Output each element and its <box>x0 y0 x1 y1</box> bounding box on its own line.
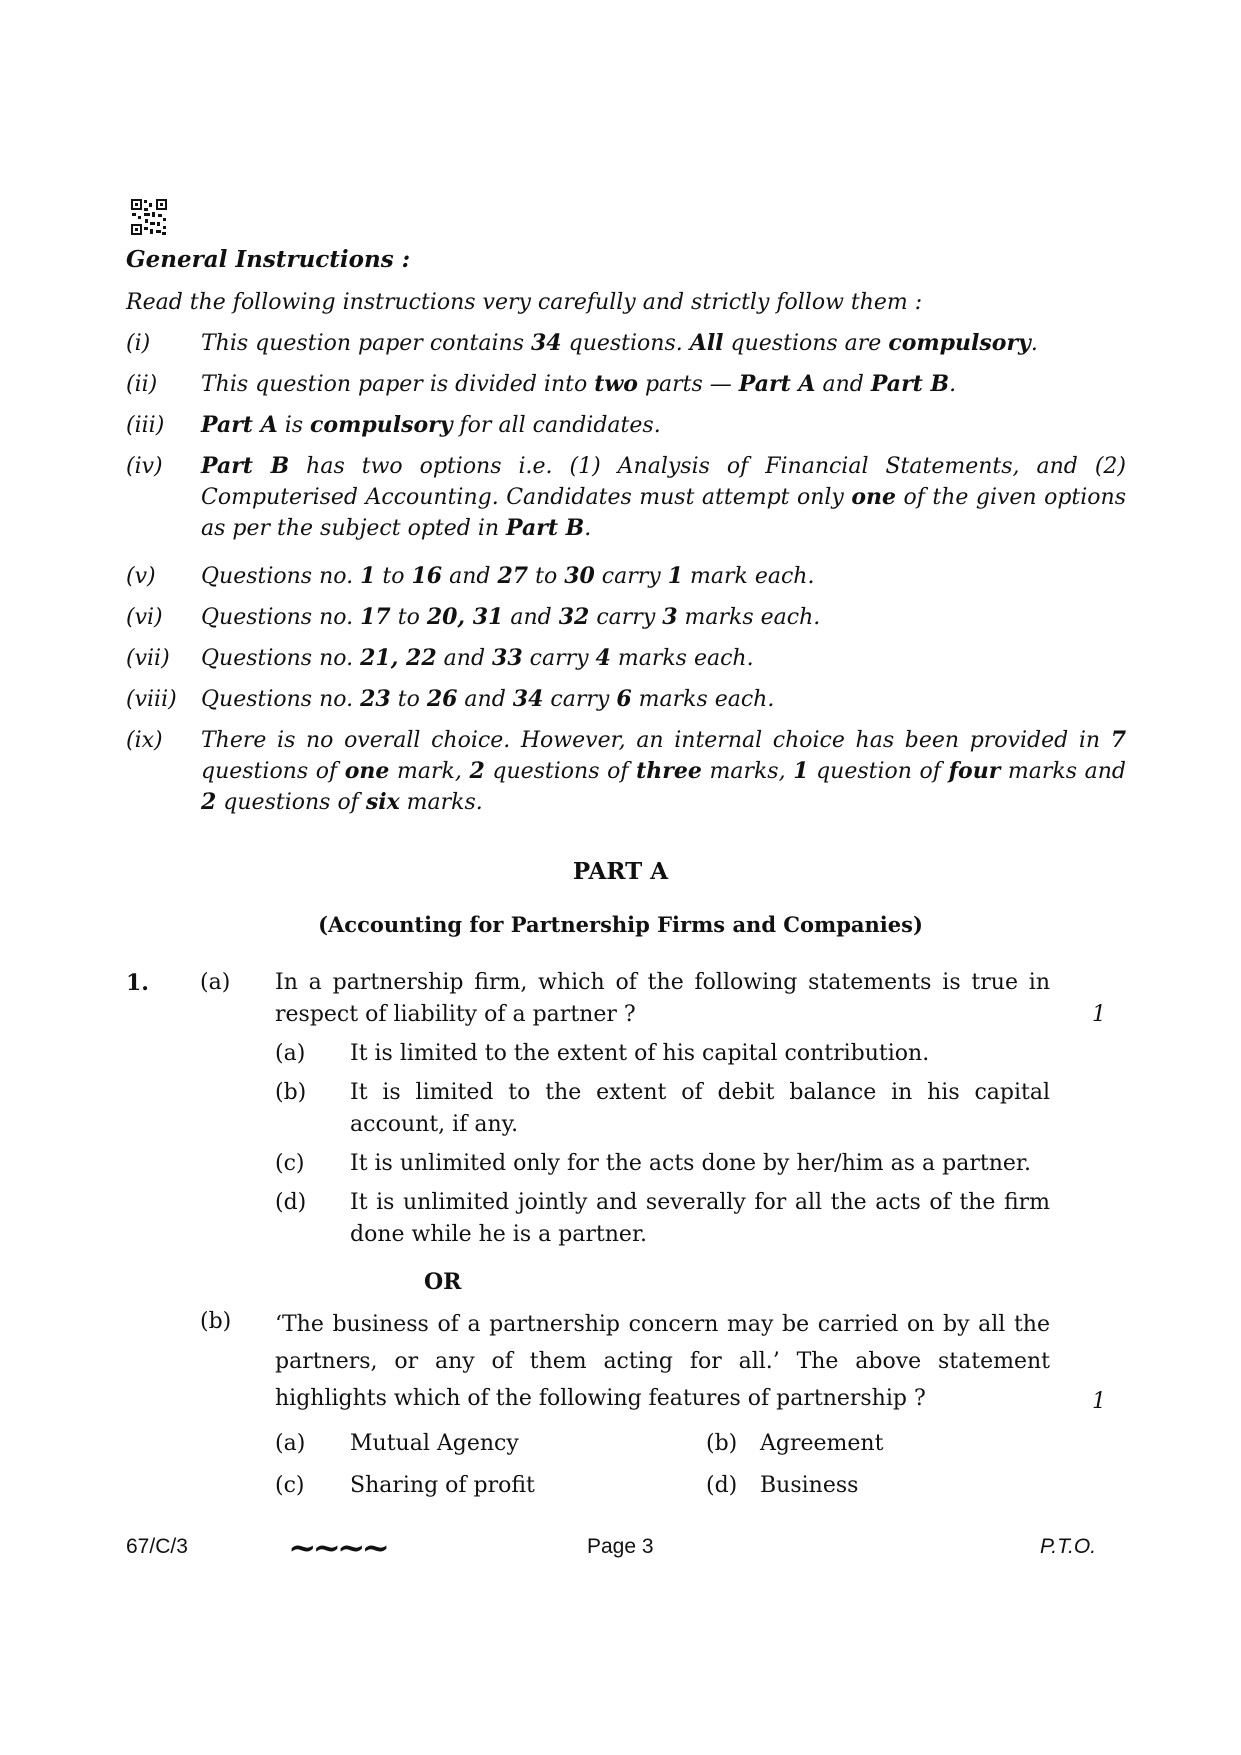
subquestion-label: (a) <box>200 970 231 995</box>
option-text: It is unlimited only for the acts done by her/him as a partner. <box>350 1151 1031 1176</box>
qr-code <box>130 198 168 236</box>
option-label: (c) <box>275 1473 305 1498</box>
option-label: (d) <box>275 1190 307 1215</box>
option-label: (b) <box>275 1080 307 1105</box>
question-stem: In a partnership firm, which of the following statements is true in respect of liability of a partner ? <box>275 970 1050 1027</box>
option-text: It is limited to the extent of debit balance in his capital account, if any. <box>350 1080 1050 1137</box>
option-text: It is limited to the extent of his capital contribution. <box>350 1041 930 1066</box>
part-title: PART A <box>572 858 669 885</box>
pto-label: P.T.O. <box>1040 1535 1097 1558</box>
instruction-text: Part A is compulsory for all candidates. <box>201 412 661 438</box>
instruction-text: Questions no. 1 to 16 and 27 to 30 carry 1 mark each. <box>201 563 815 589</box>
instruction-number: (i) <box>126 331 151 356</box>
option-text: Sharing of profit <box>350 1473 535 1498</box>
question-marks: 1 <box>1092 1389 1106 1414</box>
or-separator: OR <box>424 1269 462 1295</box>
instruction-text: Part B has two options i.e. (1) Analysis of Financial Statements, and (2) Computerised Accounting. Candidates must attempt only one of the given options as per the subject opted in Part B. <box>201 453 1127 541</box>
instruction-number: (ix) <box>126 728 163 753</box>
tilde-mark: ~~~~ <box>288 1528 386 1568</box>
instruction-text: This question paper is divided into two parts — Part A and Part B. <box>201 371 957 397</box>
instruction-text: Questions no. 21, 22 and 33 carry 4 marks each. <box>201 645 754 671</box>
instruction-number: (vi) <box>126 605 163 630</box>
instruction-number: (iii) <box>126 413 165 438</box>
general-instructions-title: General Instructions : <box>126 246 411 273</box>
option-label: (b) <box>706 1431 738 1456</box>
instruction-number: (iv) <box>126 454 163 479</box>
instruction-number: (viii) <box>126 687 177 712</box>
subquestion-label: (b) <box>200 1309 232 1334</box>
option-text: Business <box>760 1473 859 1498</box>
option-label: (a) <box>275 1041 306 1066</box>
instruction-number: (v) <box>126 564 156 589</box>
instruction-text: Questions no. 23 to 26 and 34 carry 6 marks each. <box>201 686 775 712</box>
question-marks: 1 <box>1092 1002 1106 1027</box>
question-number: 1. <box>126 970 149 996</box>
question-stem: ‘The business of a partnership concern may be carried on by all the partners, or any of them acting for all.’ The above statement highlights which of the following features of partnership ? <box>275 1312 1050 1411</box>
general-instructions-intro: Read the following instructions very carefully and strictly follow them : <box>126 290 923 315</box>
option-text: Agreement <box>760 1431 884 1456</box>
page-number: Page 3 <box>587 1535 654 1558</box>
instruction-number: (ii) <box>126 372 158 397</box>
paper-code: 67/C/3 <box>126 1535 188 1558</box>
option-label: (c) <box>275 1151 305 1176</box>
option-label: (d) <box>706 1473 738 1498</box>
instruction-text: Questions no. 17 to 20, 31 and 32 carry 3 marks each. <box>201 604 821 630</box>
option-text: It is unlimited jointly and severally for all the acts of the firm done while he is a partner. <box>350 1190 1050 1247</box>
instruction-text: There is no overall choice. However, an internal choice has been provided in 7 questions of one mark, 2 questions of three marks, 1 question of four marks and 2 questions of six marks. <box>201 727 1126 815</box>
instruction-text: This question paper contains 34 questions. All questions are compulsory. <box>201 330 1038 356</box>
part-subtitle: (Accounting for Partnership Firms and Companies) <box>318 912 923 937</box>
option-label: (a) <box>275 1431 306 1456</box>
option-text: Mutual Agency <box>350 1431 519 1456</box>
instruction-number: (vii) <box>126 646 170 671</box>
